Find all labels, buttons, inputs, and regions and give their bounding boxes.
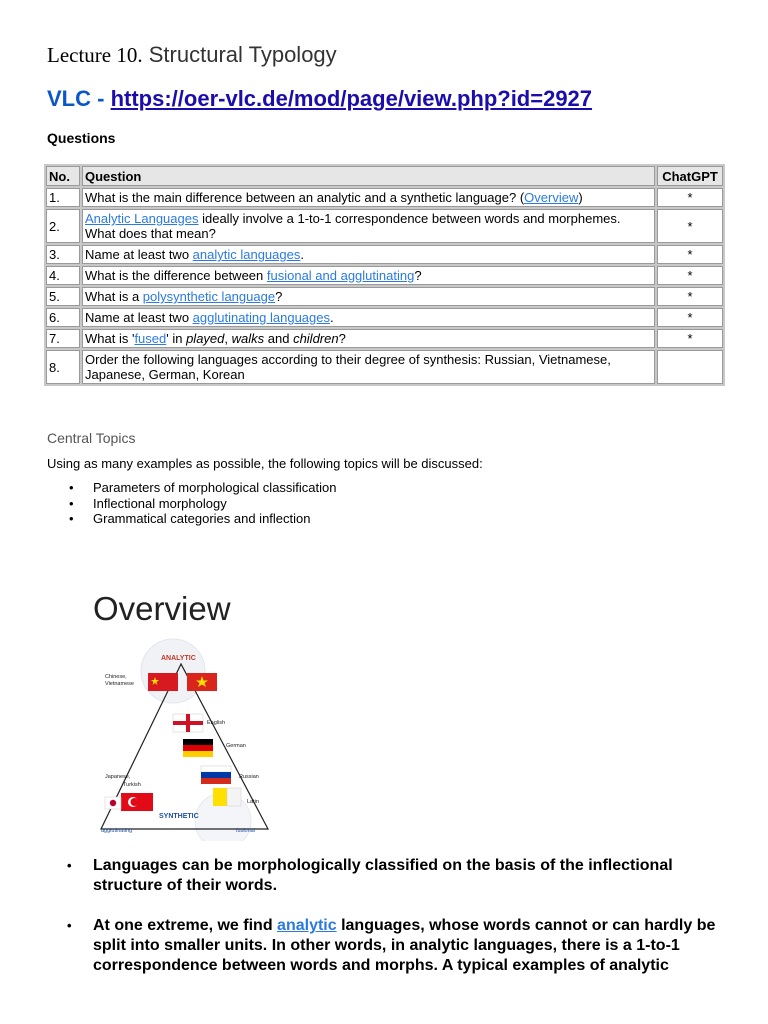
label-latin: Latin [247, 799, 259, 805]
label-turkish: Turkish [123, 782, 141, 788]
row-number: 2. [46, 209, 80, 243]
row-number: 5. [46, 287, 80, 306]
label-vietnamese: Vietnamese [105, 681, 134, 687]
polysynthetic-link[interactable]: polysynthetic language [142, 289, 276, 304]
question-cell: What is the difference between fusional and agglutinating? [82, 266, 655, 285]
question-cell: Name at least two agglutinating languages. [82, 308, 655, 327]
header-question: Question [82, 166, 655, 186]
central-topics-heading: Central Topics [47, 430, 136, 446]
label-fusional: fusional [236, 828, 255, 834]
row-number: 4. [46, 266, 80, 285]
question-cell: Analytic Languages ideally involve a 1-to-1 correspondence between words and morphemes. What does that mean? [82, 209, 655, 243]
agglutinating-languages-link[interactable]: agglutinating languages [192, 310, 330, 325]
label-analytic: ANALYTIC [161, 655, 196, 662]
list-item: • Grammatical categories and inflection [47, 511, 337, 527]
label-japanese: Japanese, [105, 774, 131, 780]
analytic-link[interactable]: analytic [277, 917, 337, 934]
question-cell: What is 'fused' in played, walks and children? [82, 329, 655, 348]
overview-link[interactable]: Overview [524, 190, 579, 205]
list-item: • At one extreme, we find analytic languages, whose words cannot or can hardly be split into smaller units. In other words, in analytic languages, there is a 1-to-1 correspondence between words and morphs. A typical examples of analytic [47, 916, 727, 976]
label-german: German [226, 743, 246, 749]
chatgpt-cell: * [657, 266, 723, 285]
overview-heading: Overview [93, 590, 231, 627]
table-row [46, 266, 723, 285]
topics-list [47, 480, 337, 527]
russia-flag [201, 766, 231, 772]
row-number: 7. [46, 329, 80, 348]
table-row [46, 350, 723, 384]
chatgpt-cell: * [657, 287, 723, 306]
fusional-agglutinating-link[interactable]: fusional and agglutinating [266, 268, 415, 283]
analytic-languages-link[interactable]: Analytic Languages [85, 211, 199, 226]
list-item: • Languages can be morphologically classified on the basis of the inflectional structure of their words. [47, 856, 727, 896]
table-row [46, 209, 723, 243]
row-number: 6. [46, 308, 80, 327]
list-item: • Parameters of morphological classification [47, 480, 337, 496]
label-russian: Russian [239, 774, 259, 780]
table-header-row [46, 166, 723, 186]
fused-link[interactable]: fused [134, 331, 167, 346]
latin-flag [213, 788, 227, 806]
table-row [46, 245, 723, 264]
label-english: English [207, 720, 226, 726]
chatgpt-cell [657, 350, 723, 384]
china-flag [148, 673, 178, 691]
lecture-number: Lecture 10. [47, 43, 143, 67]
chatgpt-cell: * [657, 308, 723, 327]
row-number: 3. [46, 245, 80, 264]
question-cell: Order the following languages according to their degree of synthesis: Russian, Vietnamese, Japanese, German, Korean [82, 350, 655, 384]
vlc-label: VLC - [47, 86, 105, 111]
table-row [46, 329, 723, 348]
lecture-topic: Structural Typology [148, 42, 337, 67]
overview-bullets [47, 856, 727, 996]
question-cell: What is the main difference between an analytic and a synthetic language? (Overview) [82, 188, 655, 207]
row-number: 1. [46, 188, 80, 207]
questions-heading: Questions [47, 130, 116, 146]
header-chatgpt: ChatGPT [657, 166, 723, 186]
table-row [46, 287, 723, 306]
label-synthetic: SYNTHETIC [159, 813, 199, 820]
question-cell: Name at least two analytic languages. [82, 245, 655, 264]
row-number: 8. [46, 350, 80, 384]
chatgpt-cell: * [657, 209, 723, 243]
questions-table [44, 164, 725, 386]
question-cell: What is a polysynthetic language? [82, 287, 655, 306]
header-no: No. [46, 166, 80, 186]
table-row [46, 308, 723, 327]
label-agglutinating: agglutinating [101, 828, 133, 834]
table-row [46, 188, 723, 207]
faded-watermark-circle [141, 639, 205, 703]
list-item: • Inflectional morphology [47, 496, 337, 512]
analytic-languages-link-2[interactable]: analytic languages [192, 247, 301, 262]
chatgpt-cell: * [657, 188, 723, 207]
vlc-line [47, 86, 592, 112]
chatgpt-cell: * [657, 329, 723, 348]
vlc-link[interactable]: https://oer-vlc.de/mod/page/view.php?id=2927 [110, 86, 593, 111]
chatgpt-cell: * [657, 245, 723, 264]
lecture-title [47, 42, 337, 68]
label-chinese: Chinese, [105, 674, 127, 680]
central-topics-intro: Using as many examples as possible, the following topics will be discussed: [47, 456, 483, 471]
germany-flag [183, 739, 213, 745]
typology-triangle-diagram [93, 636, 278, 841]
